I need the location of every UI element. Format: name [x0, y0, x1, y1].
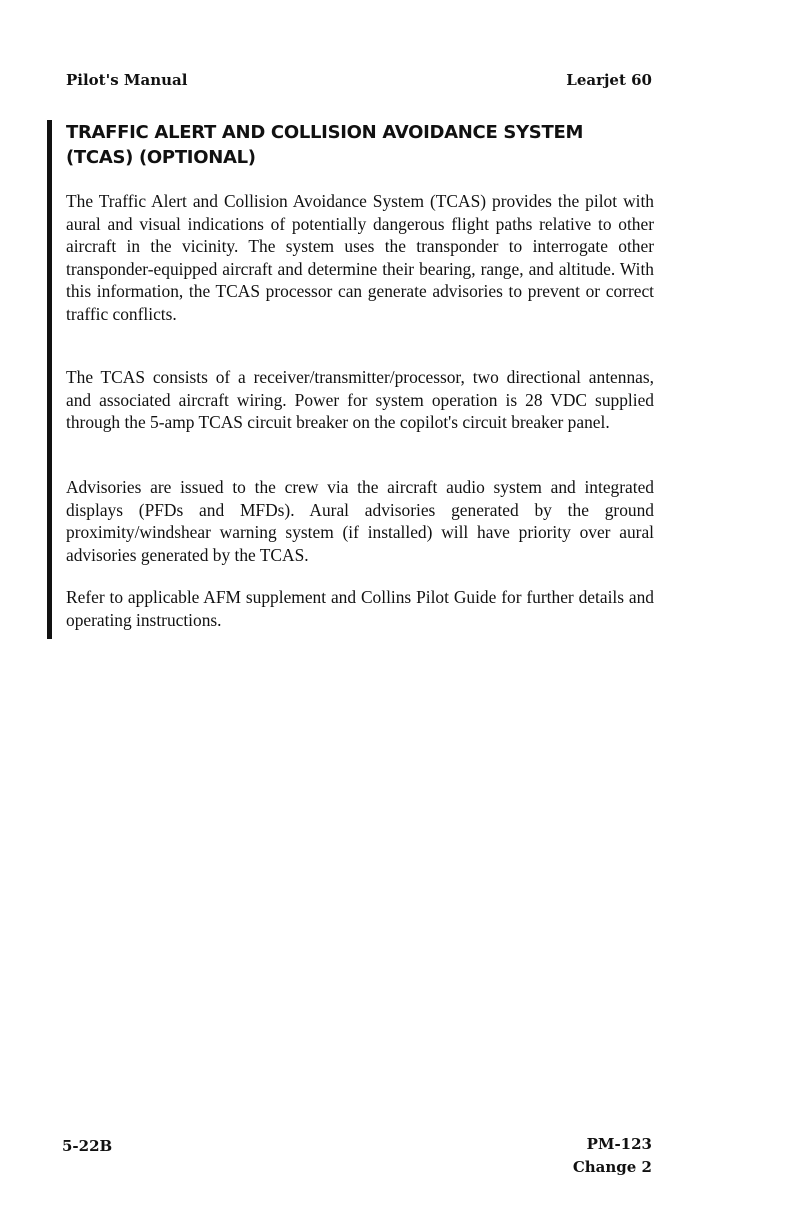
paragraph-overview: The Traffic Alert and Collision Avoidance System (TCAS) provides the pilot with aural and visual indications of potentially dangerous flight paths relative to other aircraft in the vicinity. The system uses the transponder to interrogate other transponder-equipped aircraft and determine their bearing, range, and altitude. With this information, the TCAS processor can generate advisories to prevent or correct traffic conflicts. [66, 191, 654, 324]
paragraph-components: The TCAS consists of a receiver/transmitter/processor, two directional antennas, and associated aircraft wiring. Power for system operation is 28 VDC supplied through the 5-amp TCAS circuit breaker on the copilot's circuit breaker panel. [66, 367, 654, 433]
running-header-right: Learjet 60 [566, 71, 652, 89]
page-number: 5-22B [62, 1137, 113, 1155]
document-id: PM-123 [586, 1135, 652, 1153]
section-title: TRAFFIC ALERT AND COLLISION AVOIDANCE SYSTEM (TCAS) (OPTIONAL) [66, 122, 584, 168]
footer-right [573, 1133, 652, 1179]
paragraph-references: Refer to applicable AFM supplement and Collins Pilot Guide for further details and operating instructions. [66, 587, 654, 630]
paragraph-advisories: Advisories are issued to the crew via the aircraft audio system and integrated displays (PFDs and MFDs). Aural advisories generated by the ground proximity/windshear warning system (if installed) will have priority over aural advisories generated by the TCAS. [66, 477, 654, 565]
change-notice: Change 2 [572, 1158, 652, 1176]
revision-change-bar [47, 120, 52, 639]
running-header-left: Pilot's Manual [66, 71, 188, 89]
